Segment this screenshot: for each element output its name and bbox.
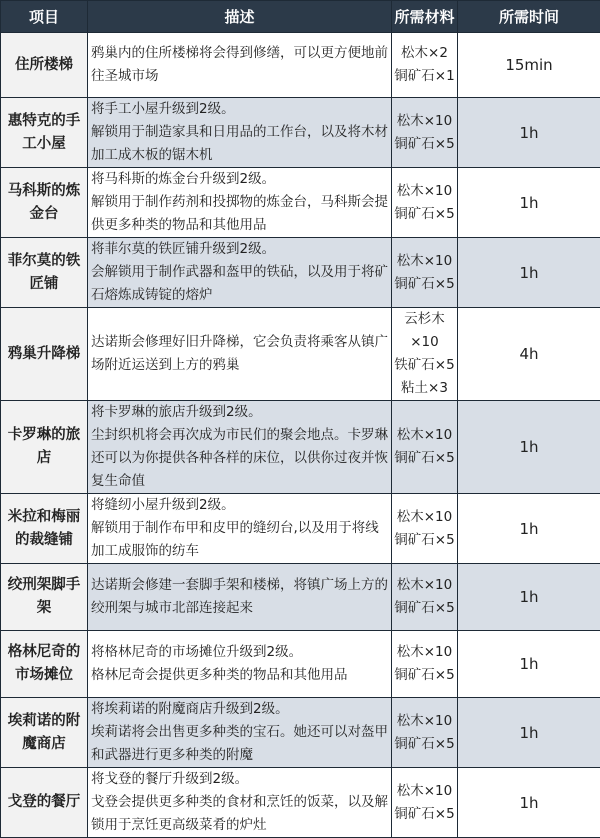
- header-materials: 所需材料: [392, 1, 458, 33]
- material-entry: 铜矿石×5: [392, 447, 457, 470]
- item-time: 1h: [458, 238, 600, 308]
- item-materials: [392, 564, 458, 631]
- item-description: [88, 698, 392, 768]
- description-line: 埃莉诺将会出售更多种类的宝石。她还可以对盔甲和武器进行更多种类的附魔: [91, 721, 388, 767]
- description-line: 将菲尔莫的铁匠铺升级到2级。: [91, 238, 388, 261]
- table-row: [1, 98, 600, 168]
- item-description: [88, 768, 392, 838]
- table-row: [1, 494, 600, 564]
- table-row: [1, 401, 600, 494]
- item-materials: [392, 631, 458, 698]
- description-line: 将卡罗琳的旅店升级到2级。: [91, 401, 388, 424]
- description-line: 将戈登的餐厅升级到2级。: [91, 768, 388, 791]
- description-line: 将缝纫小屋升级到2级。: [91, 494, 388, 517]
- description-line: 会解锁用于制作武器和盔甲的铁砧，以及用于将矿石熔炼成铸锭的熔炉: [91, 261, 388, 307]
- item-materials: [392, 698, 458, 768]
- table-row: [1, 168, 600, 238]
- table-row: [1, 768, 600, 838]
- description-line: 戈登会提供更多种类的食材和烹饪的饭菜，以及解锁用于烹饪更高级菜肴的炉灶: [91, 791, 388, 837]
- material-entry: 松木×10: [392, 710, 457, 733]
- description-line: 鸦巢内的住所楼梯将会得到修缮，可以更方便地前往圣城市场: [91, 42, 388, 88]
- material-entry: 云杉木×10: [392, 308, 457, 354]
- item-materials: [392, 308, 458, 401]
- material-entry: 松木×10: [392, 110, 457, 133]
- description-line: 达诺斯会修建一套脚手架和楼梯，将镇广场上方的绞刑架与城市北部连接起来: [91, 574, 388, 620]
- item-materials: [392, 401, 458, 494]
- material-entry: 松木×10: [392, 506, 457, 529]
- header-time: 所需时间: [458, 1, 600, 33]
- description-line: 达诺斯会修理好旧升降梯，它会负责将乘客从镇广场附近运送到上方的鸦巢: [91, 331, 388, 377]
- material-entry: 松木×10: [392, 250, 457, 273]
- table-row: [1, 564, 600, 631]
- table-row: [1, 698, 600, 768]
- material-entry: 松木×2: [392, 42, 457, 65]
- header-item: 项目: [1, 1, 88, 33]
- item-time: 15min: [458, 33, 600, 98]
- item-description: [88, 33, 392, 98]
- item-description: [88, 98, 392, 168]
- description-line: 格林尼奇会提供更多种类的物品和其他用品: [91, 664, 388, 687]
- item-materials: [392, 238, 458, 308]
- item-name: 米拉和梅丽的裁缝铺: [1, 494, 88, 564]
- item-materials: [392, 494, 458, 564]
- item-materials: [392, 98, 458, 168]
- item-time: 1h: [458, 564, 600, 631]
- description-line: 解锁用于制作药剂和投掷物的炼金台，马科斯会提供更多种类的物品和其他用品: [91, 191, 388, 237]
- header-description: 描述: [88, 1, 392, 33]
- material-entry: 松木×10: [392, 780, 457, 803]
- item-name: 鸦巢升降梯: [1, 308, 88, 401]
- material-entry: 铁矿石×5: [392, 354, 457, 377]
- item-time: 1h: [458, 98, 600, 168]
- material-entry: 松木×10: [392, 180, 457, 203]
- material-entry: 铜矿石×1: [392, 65, 457, 88]
- table-row: [1, 33, 600, 98]
- item-name: 卡罗琳的旅店: [1, 401, 88, 494]
- item-time: 1h: [458, 631, 600, 698]
- item-materials: [392, 168, 458, 238]
- table-row: [1, 631, 600, 698]
- item-description: [88, 168, 392, 238]
- table-row: [1, 308, 600, 401]
- item-name: 绞刑架脚手架: [1, 564, 88, 631]
- description-line: 尘封织机将会再次成为市民们的聚会地点。卡罗琳还可以为你提供各种各样的床位，以供你过夜并恢复生命值: [91, 424, 388, 493]
- item-description: [88, 238, 392, 308]
- material-entry: 铜矿石×5: [392, 803, 457, 826]
- material-entry: 松木×10: [392, 574, 457, 597]
- description-line: 将格林尼奇的市场摊位升级到2级。: [91, 641, 388, 664]
- description-line: 将埃莉诺的附魔商店升级到2级。: [91, 698, 388, 721]
- description-line: 将马科斯的炼金台升级到2级。: [91, 168, 388, 191]
- item-materials: [392, 768, 458, 838]
- item-time: 1h: [458, 494, 600, 564]
- material-entry: 铜矿石×5: [392, 133, 457, 156]
- item-description: [88, 494, 392, 564]
- material-entry: 铜矿石×5: [392, 529, 457, 552]
- material-entry: 粘土×3: [392, 377, 457, 400]
- item-time: 1h: [458, 698, 600, 768]
- material-entry: 铜矿石×5: [392, 733, 457, 756]
- description-line: 解锁用于制作布甲和皮甲的缝纫台,以及用于将线加工成服饰的纺车: [91, 517, 388, 563]
- item-name: 马科斯的炼金台: [1, 168, 88, 238]
- item-time: 1h: [458, 168, 600, 238]
- item-name: 住所楼梯: [1, 33, 88, 98]
- item-name: 惠特克的手工小屋: [1, 98, 88, 168]
- description-line: 解锁用于制造家具和日用品的工作台，以及将木材加工成木板的锯木机: [91, 121, 388, 167]
- material-entry: 松木×10: [392, 641, 457, 664]
- item-description: [88, 401, 392, 494]
- material-entry: 铜矿石×5: [392, 273, 457, 296]
- item-description: [88, 631, 392, 698]
- item-time: 4h: [458, 308, 600, 401]
- item-time: 1h: [458, 768, 600, 838]
- item-description: [88, 564, 392, 631]
- material-entry: 铜矿石×5: [392, 203, 457, 226]
- item-materials: [392, 33, 458, 98]
- item-name: 菲尔莫的铁匠铺: [1, 238, 88, 308]
- material-entry: 松木×10: [392, 424, 457, 447]
- header-row: [1, 1, 600, 33]
- item-description: [88, 308, 392, 401]
- item-name: 戈登的餐厅: [1, 768, 88, 838]
- material-entry: 铜矿石×5: [392, 664, 457, 687]
- item-name: 格林尼奇的市场摊位: [1, 631, 88, 698]
- description-line: 将手工小屋升级到2级。: [91, 98, 388, 121]
- table-row: [1, 238, 600, 308]
- material-entry: 铜矿石×5: [392, 597, 457, 620]
- item-name: 埃莉诺的附魔商店: [1, 698, 88, 768]
- item-time: 1h: [458, 401, 600, 494]
